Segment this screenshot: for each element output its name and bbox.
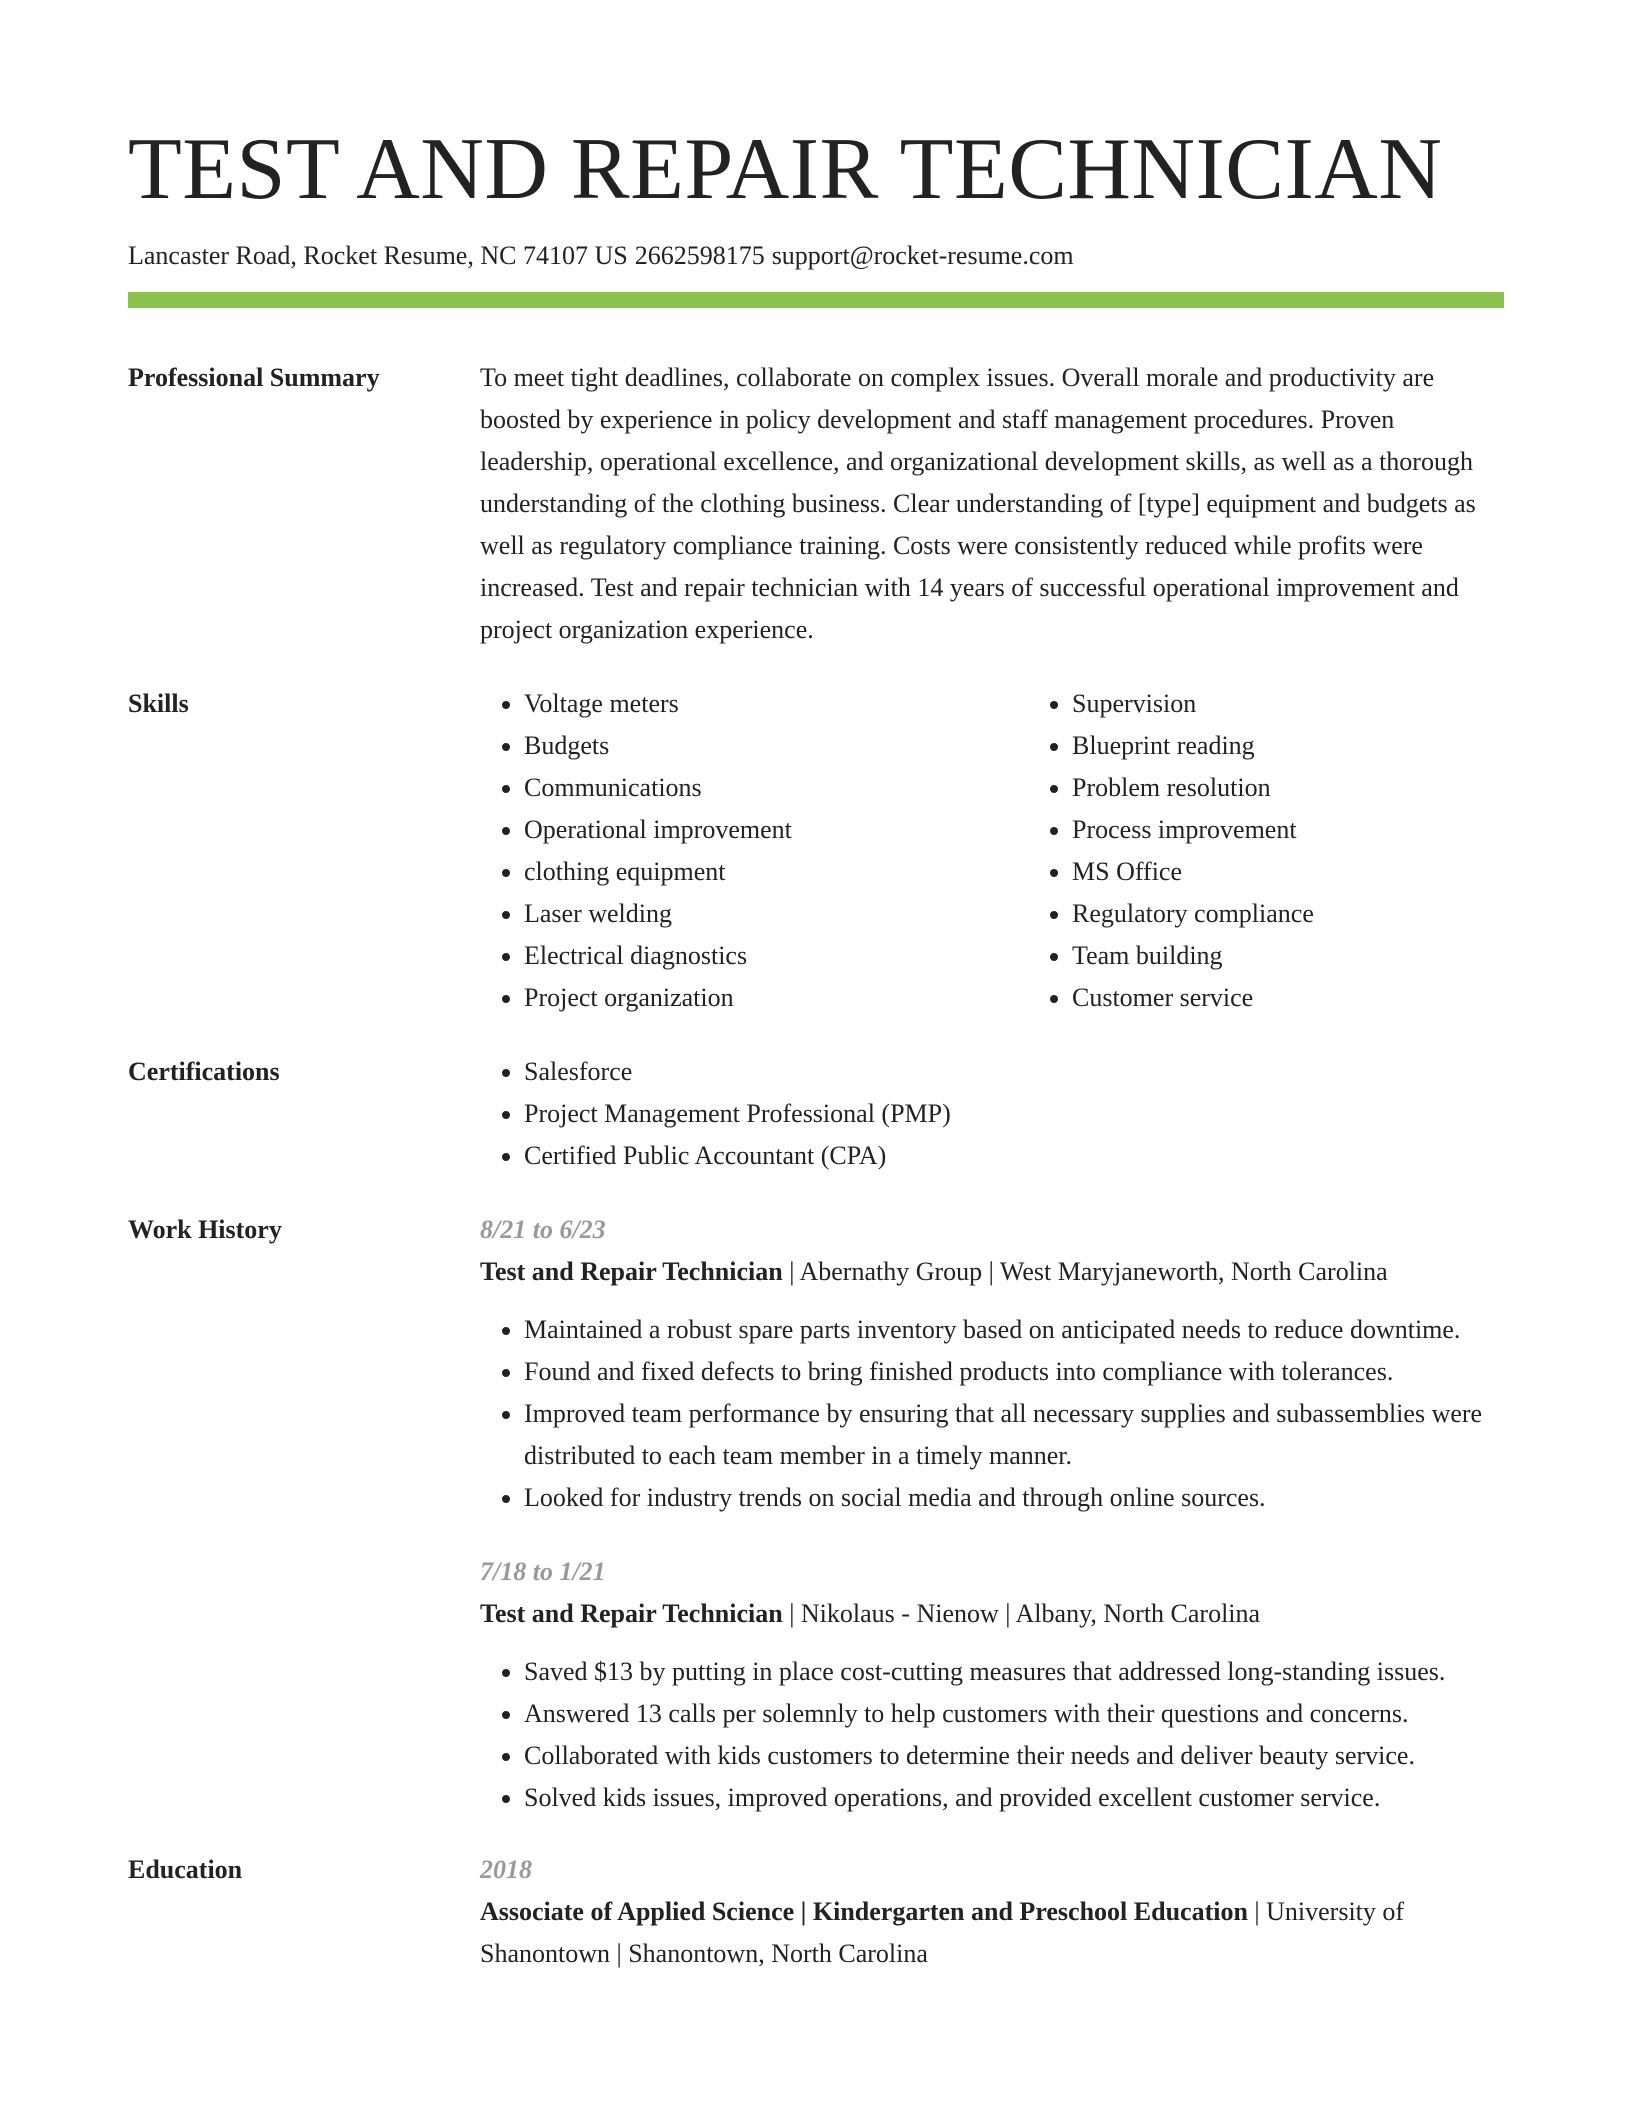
work-history-heading: Work History [128,1215,282,1244]
contact-line [128,240,1504,272]
skill-item: • Laser welding [524,893,1028,935]
skills-columns [480,683,1576,1019]
work-history-section [128,1209,1504,1819]
job-bullet: • Found and fixed defects to bring finished products into compliance with tolerances. [524,1351,1504,1393]
education-heading: Education [128,1855,243,1884]
job-bullet: • Looked for industry trends on social media and through online sources. [524,1477,1504,1519]
job-title-line [480,1251,1504,1293]
education-school: | University of Shanontown | Shanontown, North Carolina [480,1897,1405,1968]
education-section [128,1849,1504,1975]
job-bullet: • Collaborated with kids customers to determine their needs and deliver beauty service. [524,1735,1504,1777]
skill-item: • Communications [524,767,1028,809]
job-bullet: • Improved team performance by ensuring that all necessary supplies and subassemblies were distributed to each team member in a timely manner. [524,1393,1504,1477]
skill-item: • Project organization [524,977,1028,1019]
certifications-section [128,1051,1504,1177]
skills-heading: Skills [128,689,189,718]
contact-phone: 2662598175 [634,241,765,270]
skill-item: • MS Office [1072,851,1576,893]
job-entry [480,1209,1504,1519]
skills-list-right [1028,683,1576,1019]
skill-item: • Blueprint reading [1072,725,1576,767]
skills-section [128,683,1504,1019]
job-details: | Nikolaus - Nienow | Albany, North Carolina [782,1599,1261,1628]
job-bullet: • Maintained a robust spare parts inventory based on anticipated needs to reduce downtime. [524,1309,1504,1351]
skill-item: • Team building [1072,935,1576,977]
work-history-body [480,1209,1504,1819]
education-line [480,1891,1504,1975]
skill-item: • Supervision [1072,683,1576,725]
job-title-line [480,1593,1504,1635]
job-title: Test and Repair Technician [480,1257,783,1286]
contact-address: Lancaster Road, Rocket Resume, NC 74107 US [128,241,628,270]
education-degree: Associate of Applied Science | Kindergarten and Preschool Education [480,1897,1248,1926]
job-bullets [480,1309,1504,1519]
resume-page [128,0,1504,1975]
job-dates: 7/18 to 1/21 [480,1557,606,1586]
skill-item: • Process improvement [1072,809,1576,851]
certification-item: • Salesforce [524,1051,1504,1093]
header-divider [128,292,1504,308]
job-bullets [480,1651,1504,1819]
certifications-body [480,1051,1504,1177]
certifications-list [480,1051,1504,1177]
education-year: 2018 [480,1855,532,1884]
skill-item: • Electrical diagnostics [524,935,1028,977]
job-bullet: • Solved kids issues, improved operations, and provided excellent customer service. [524,1777,1504,1819]
resume-title: TEST AND REPAIR TECHNICIAN [128,121,1443,218]
summary-heading: Professional Summary [128,363,380,392]
job-details: | Abernathy Group | West Maryjaneworth, North Carolina [782,1257,1388,1286]
skill-item: • Regulatory compliance [1072,893,1576,935]
skill-item: • Problem resolution [1072,767,1576,809]
job-bullet: • Answered 13 calls per solemnly to help customers with their questions and concerns. [524,1693,1504,1735]
certifications-heading: Certifications [128,1057,280,1086]
skill-item: • Voltage meters [524,683,1028,725]
certification-item: • Certified Public Accountant (CPA) [524,1135,1504,1177]
skill-item: • clothing equipment [524,851,1028,893]
skill-item: • Operational improvement [524,809,1028,851]
summary-section [128,357,1504,651]
job-bullet: • Saved $13 by putting in place cost-cutting measures that addressed long-standing issues. [524,1651,1504,1693]
job-entry [480,1551,1504,1819]
job-title: Test and Repair Technician [480,1599,783,1628]
education-body [480,1849,1504,1975]
skill-item: • Budgets [524,725,1028,767]
job-dates: 8/21 to 6/23 [480,1215,606,1244]
skill-item: • Customer service [1072,977,1576,1019]
summary-text: To meet tight deadlines, collaborate on complex issues. Overall morale and productivity are boosted by experience in policy development and staff management procedures. Proven leadership, operational excellence, and organizational development skills, as well as a thorough understanding of the clothing business. Clear understanding of [type] equipment and budgets as well as regulatory compliance training. Costs were consistently reduced while profits were increased. Test and repair technician with 14 years of successful operational improvement and project organization experience. [480,363,1476,644]
contact-email: support@rocket-resume.com [771,241,1074,270]
certification-item: • Project Management Professional (PMP) [524,1093,1504,1135]
skills-list-left [480,683,1028,1019]
